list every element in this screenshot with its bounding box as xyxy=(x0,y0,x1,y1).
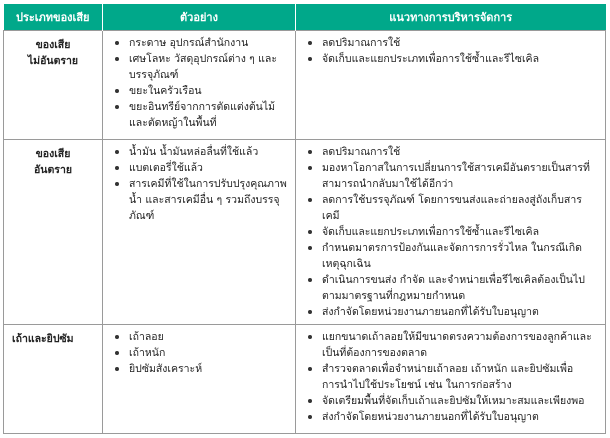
examples-list xyxy=(109,144,289,224)
management-list xyxy=(302,35,599,67)
table-row-ash-gypsum xyxy=(4,325,606,434)
list-item: ขยะอินทรีย์จากการตัดแต่งต้นไม้และตัดหญ้าในพื้นที่ xyxy=(109,99,289,131)
list-item: ส่งกำจัดโดยหน่วยงานภายนอกที่ได้รับใบอนุญาต xyxy=(302,409,599,425)
list-item: แยกขนาดเถ้าลอยให้มีขนาดตรงความต้องการของลูกค้าและเป็นที่ต้องการของตลาด xyxy=(302,329,599,361)
list-item: น้ำมัน น้ำมันหล่อลื่นที่ใช้แล้ว xyxy=(109,144,289,160)
list-item: จัดเก็บและแยกประเภทเพื่อการใช้ซ้ำและรีไซเคิล xyxy=(302,51,599,67)
list-item: ลดปริมาณการใช้ xyxy=(302,144,599,160)
list-item: ยิปซัมสังเคราะห์ xyxy=(109,361,289,377)
category-label-line: ไม่อันตราย xyxy=(27,55,79,67)
list-item: ดำเนินการขนส่ง กำจัด และจำหน่ายเพื่อรีไซเคิลต้องเป็นไปตามมาตรฐานที่กฎหมายกำหนด xyxy=(302,272,599,304)
list-item: ลดการใช้บรรจุภัณฑ์ โดยการขนส่งและถ่ายลงสู่ถังเก็บสารเคมี xyxy=(302,192,599,224)
category-label-line: ของเสีย xyxy=(35,39,71,51)
management-list xyxy=(302,329,599,425)
management-cell xyxy=(296,140,606,325)
header-examples: ตัวอย่าง xyxy=(103,4,296,31)
list-item: เถ้าหนัก xyxy=(109,345,289,361)
list-item: มองหาโอกาสในการเปลี่ยนการใช้สารเคมีอันตรายเป็นสารที่สามารถนำกลับมาใช้ได้อีกว่า xyxy=(302,160,599,192)
list-item: กระดาษ อุปกรณ์สำนักงาน xyxy=(109,35,289,51)
category-label-line: ของเสีย xyxy=(35,148,71,160)
examples-cell xyxy=(103,325,296,434)
category-cell xyxy=(4,31,103,140)
list-item: ลดปริมาณการใช้ xyxy=(302,35,599,51)
examples-list xyxy=(109,329,289,377)
list-item: ส่งกำจัดโดยหน่วยงานภายนอกที่ได้รับใบอนุญาต xyxy=(302,304,599,320)
category-cell xyxy=(4,325,103,434)
table-row-hazardous xyxy=(4,140,606,325)
list-item: เศษโลหะ วัสดุอุปกรณ์ต่าง ๆ และบรรจุภัณฑ์ xyxy=(109,51,289,83)
examples-cell xyxy=(103,31,296,140)
list-item: สำรวจตลาดเพื่อจำหน่ายเถ้าลอย เถ้าหนัก และยิปซัมเพื่อการนำไปใช้ประโยชน์ เช่น ในการก่อสร้าง xyxy=(302,361,599,393)
waste-management-table xyxy=(3,4,606,434)
list-item: จัดเก็บและแยกประเภทเพื่อการใช้ซ้ำและรีไซเคิล xyxy=(302,224,599,240)
list-item: กำหนดมาตรการป้องกันและจัดการการรั่วไหล ในกรณีเกิดเหตุฉุกเฉิน xyxy=(302,240,599,272)
header-row xyxy=(4,4,606,31)
category-cell xyxy=(4,140,103,325)
category-label-line: อันตราย xyxy=(34,164,72,176)
header-management: แนวทางการบริหารจัดการ xyxy=(296,4,606,31)
examples-cell xyxy=(103,140,296,325)
list-item: จัดเตรียมพื้นที่จัดเก็บเถ้าและยิปซัมให้เหมาะสมและเพียงพอ xyxy=(302,393,599,409)
management-list xyxy=(302,144,599,320)
list-item: เถ้าลอย xyxy=(109,329,289,345)
table-row-non-hazardous xyxy=(4,31,606,140)
list-item: ขยะในครัวเรือน xyxy=(109,83,289,99)
list-item: แบตเตอรี่ใช้แล้ว xyxy=(109,160,289,176)
examples-list xyxy=(109,35,289,131)
management-cell xyxy=(296,325,606,434)
header-waste-type: ประเภทของเสีย xyxy=(4,4,103,31)
category-label-line: เถ้าและยิปซัม xyxy=(12,333,74,345)
list-item: สารเคมีที่ใช้ในการปรับปรุงคุณภาพน้ำ และสารเคมีอื่น ๆ รวมถึงบรรจุภัณฑ์ xyxy=(109,176,289,224)
management-cell xyxy=(296,31,606,140)
